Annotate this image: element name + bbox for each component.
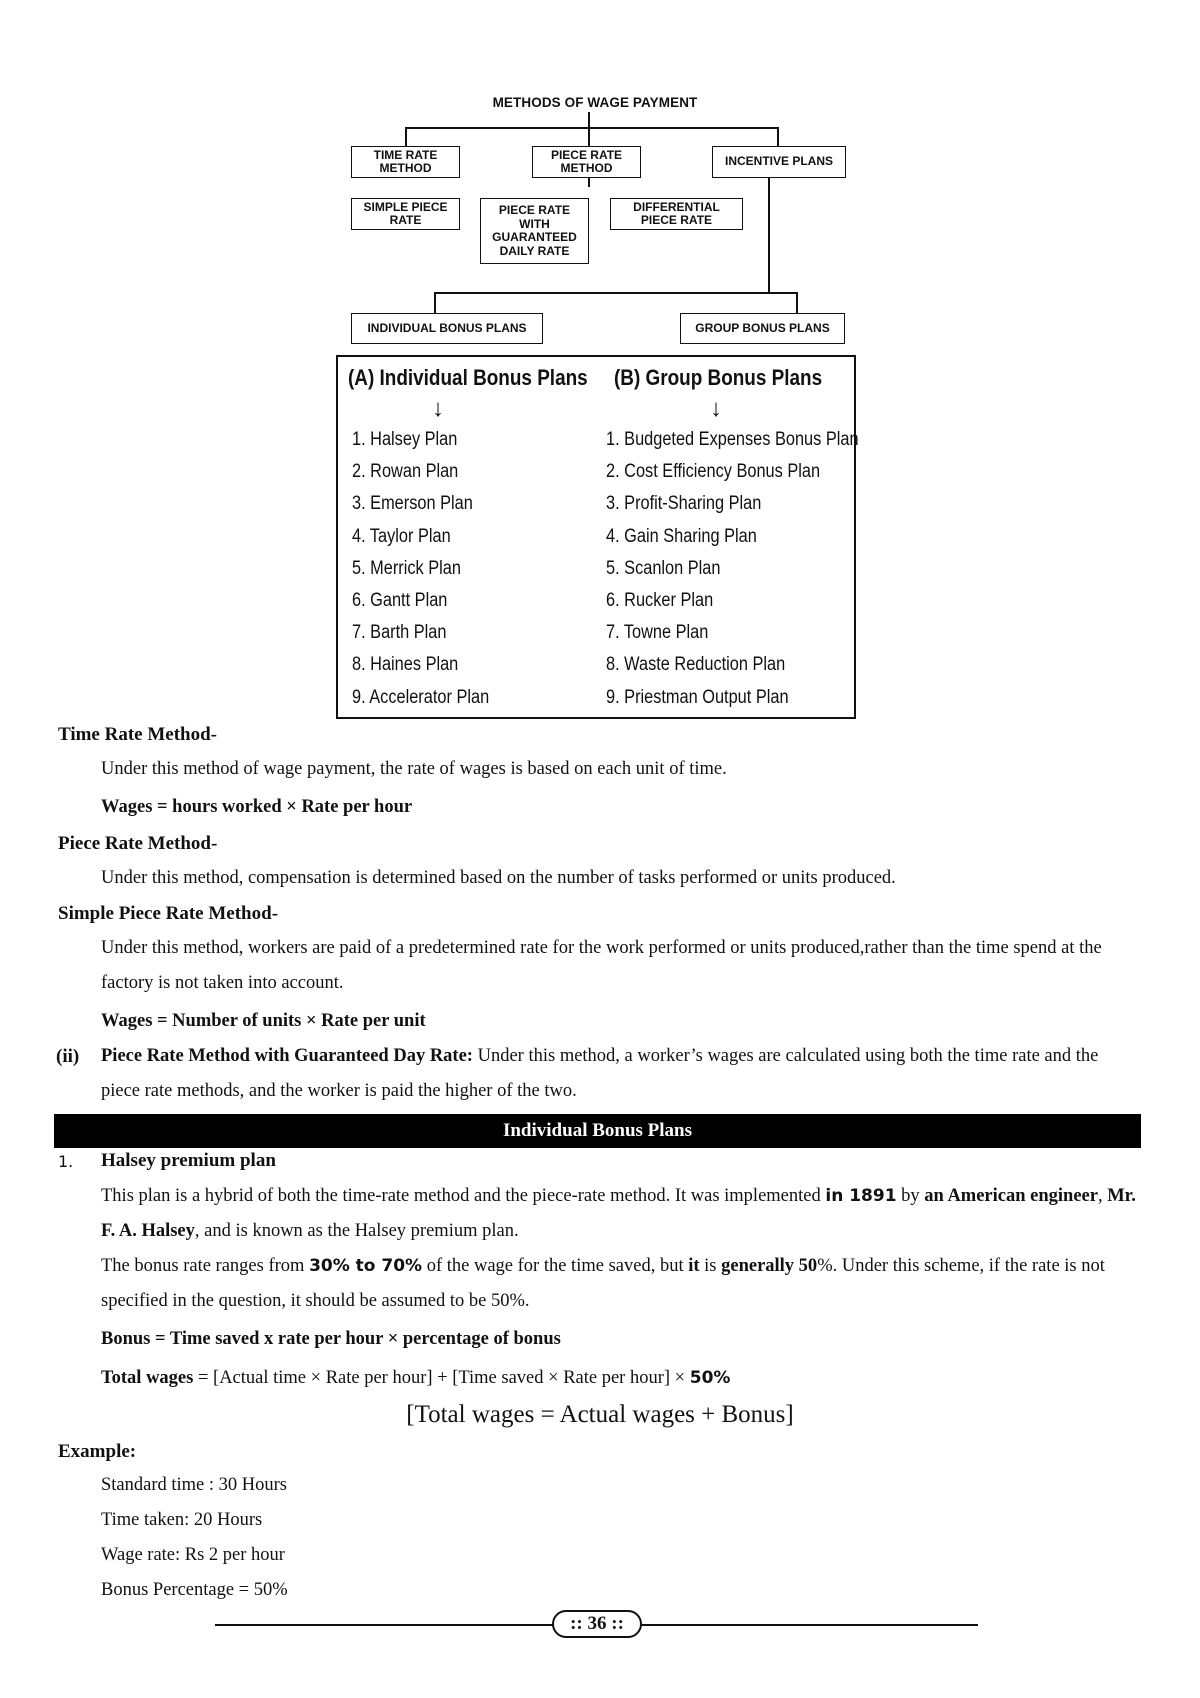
connector-line: [588, 112, 590, 128]
list-item: 2. Rowan Plan: [352, 461, 459, 483]
footer-rule-right: [640, 1624, 978, 1626]
halsey-heading: Halsey premium plan: [101, 1150, 276, 1171]
simple-piece-rate-heading: Simple Piece Rate Method-: [58, 903, 279, 924]
list-item: 3. Emerson Plan: [352, 493, 473, 515]
text-span: , and is known as the Halsey premium plan.: [194, 1221, 519, 1241]
example-line: Standard time : 30 Hours: [101, 1475, 288, 1495]
list-item: 8. Waste Reduction Plan: [606, 654, 786, 676]
example-heading: Example:: [58, 1441, 137, 1462]
list-item: 6. Gantt Plan: [352, 589, 448, 611]
text-span: This plan is a hybrid of both the time-rate method and the piece-rate method. It was implemented: [101, 1186, 826, 1206]
individual-plans-list: [352, 429, 511, 719]
list-item: 5. Merrick Plan: [352, 557, 461, 579]
list-item: 8. Haines Plan: [352, 654, 459, 676]
group-bonus-plans-box: GROUP BONUS PLANS: [680, 313, 845, 344]
list-item: 9. Accelerator Plan: [352, 686, 490, 708]
piece-rate-method-box: PIECE RATE METHOD: [532, 146, 641, 178]
example-line: Time taken: 20 Hours: [101, 1510, 263, 1530]
bonus-plans-table: [336, 355, 859, 719]
page-number: :: 36 ::: [552, 1610, 642, 1638]
connector-line: [588, 127, 590, 147]
halsey-number: 1.: [58, 1152, 74, 1171]
guaranteed-marker: (ii): [56, 1046, 80, 1067]
group-plans-list: [606, 429, 900, 719]
time-rate-formula: Wages = hours worked × Rate per hour: [101, 797, 413, 817]
list-item: 6. Rucker Plan: [606, 589, 714, 611]
connector-line: [434, 292, 798, 294]
connector-line: [434, 292, 436, 314]
section-banner: Individual Bonus Plans: [54, 1114, 1141, 1148]
down-arrow-icon: ↓: [432, 395, 444, 422]
list-item: 9. Priestman Output Plan: [606, 686, 789, 708]
list-item: 1. Budgeted Expenses Bonus Plan: [606, 429, 859, 450]
text-span: ,: [1097, 1186, 1108, 1206]
list-item: 7. Towne Plan: [606, 622, 709, 644]
piece-rate-text: Under this method, compensation is determined based on the number of tasks performed or units produced.: [101, 868, 896, 888]
engineer-text: an American engineer: [924, 1186, 1098, 1206]
down-arrow-icon: ↓: [710, 395, 722, 422]
list-item: 7. Barth Plan: [352, 622, 447, 644]
connector-line: [777, 127, 779, 147]
guaranteed-heading: Piece Rate Method with Guaranteed Day Rate:: [101, 1046, 473, 1066]
halsey-name: Mr. F. A. Halsey: [101, 1186, 1136, 1241]
connector-line: [588, 178, 590, 187]
list-item: 4. Taylor Plan: [352, 525, 451, 547]
connector-line: [796, 292, 798, 314]
text-span: = [Actual time × Rate per hour] + [Time saved × Rate per hour] ×: [193, 1368, 690, 1388]
list-item: 5. Scanlon Plan: [606, 557, 721, 579]
text-span: by: [896, 1186, 925, 1206]
list-item: 2. Cost Efficiency Bonus Plan: [606, 461, 821, 483]
general-rate-text: generally 50: [721, 1256, 818, 1276]
connector-line: [405, 127, 779, 129]
halsey-paragraph-2: [101, 1249, 1141, 1319]
simple-piece-rate-box: SIMPLE PIECE RATE: [351, 198, 460, 230]
guaranteed-paragraph: [101, 1039, 1141, 1109]
connector-line: [405, 127, 407, 147]
list-item: 3. Profit-Sharing Plan: [606, 493, 762, 515]
guaranteed-daily-rate-box: PIECE RATE WITH GUARANTEED DAILY RATE: [480, 198, 589, 264]
time-rate-text: Under this method of wage payment, the rate of wages is based on each unit of time.: [101, 759, 727, 779]
text-span: The bonus rate ranges from: [101, 1256, 310, 1276]
time-rate-heading: Time Rate Method-: [58, 724, 218, 745]
simple-piece-rate-text: Under this method, workers are paid of a predetermined rate for the work performed or units produced,rather than the time spend at the factory is not taken into account.: [101, 938, 1102, 993]
halsey-paragraph-1: [101, 1179, 1141, 1249]
connector-line: [768, 178, 770, 294]
differential-piece-rate-box: DIFFERENTIAL PIECE RATE: [610, 198, 743, 230]
text-span: of the wage for the time saved, but: [422, 1256, 689, 1276]
time-rate-method-box: TIME RATE METHOD: [351, 146, 460, 178]
guaranteed-text: Under this method, a worker’s wages are calculated using both the time rate and the piece rate methods, and the worker is paid the higher of the two.: [101, 1046, 1099, 1101]
example-line: Bonus Percentage = 50%: [101, 1580, 288, 1600]
bonus-range-text: 30% to 70%: [309, 1256, 423, 1276]
simple-piece-rate-formula: Wages = Number of units × Rate per unit: [101, 1011, 426, 1031]
total-wages-formula: [101, 1368, 730, 1389]
incentive-plans-box: INCENTIVE PLANS: [712, 146, 846, 178]
chart-title: METHODS OF WAGE PAYMENT: [492, 95, 698, 110]
bonus-formula: Bonus = Time saved x rate per hour × percentage of bonus: [101, 1329, 561, 1349]
text-span: %. Under this scheme, if the rate is not specified in the question, it should be assumed to be 50%.: [101, 1256, 1105, 1311]
text-span: it: [688, 1256, 700, 1276]
total-percent: 50%: [689, 1368, 731, 1388]
text-span: is: [699, 1256, 722, 1276]
list-item: 1. Halsey Plan: [352, 429, 458, 450]
example-line: Wage rate: Rs 2 per hour: [101, 1545, 285, 1565]
piece-rate-heading: Piece Rate Method-: [58, 833, 218, 854]
list-item: 4. Gain Sharing Plan: [606, 525, 757, 547]
year-text: in 1891: [825, 1186, 897, 1206]
individual-bonus-plans-box: INDIVIDUAL BONUS PLANS: [351, 313, 543, 344]
group-plans-heading: (B) Group Bonus Plans: [614, 365, 823, 390]
footer-rule-left: [215, 1624, 555, 1626]
individual-plans-heading: (A) Individual Bonus Plans: [348, 365, 588, 390]
total-wages-label: Total wages: [101, 1368, 194, 1388]
total-wages-summary-formula: [Total wages = Actual wages + Bonus]: [406, 1401, 794, 1428]
